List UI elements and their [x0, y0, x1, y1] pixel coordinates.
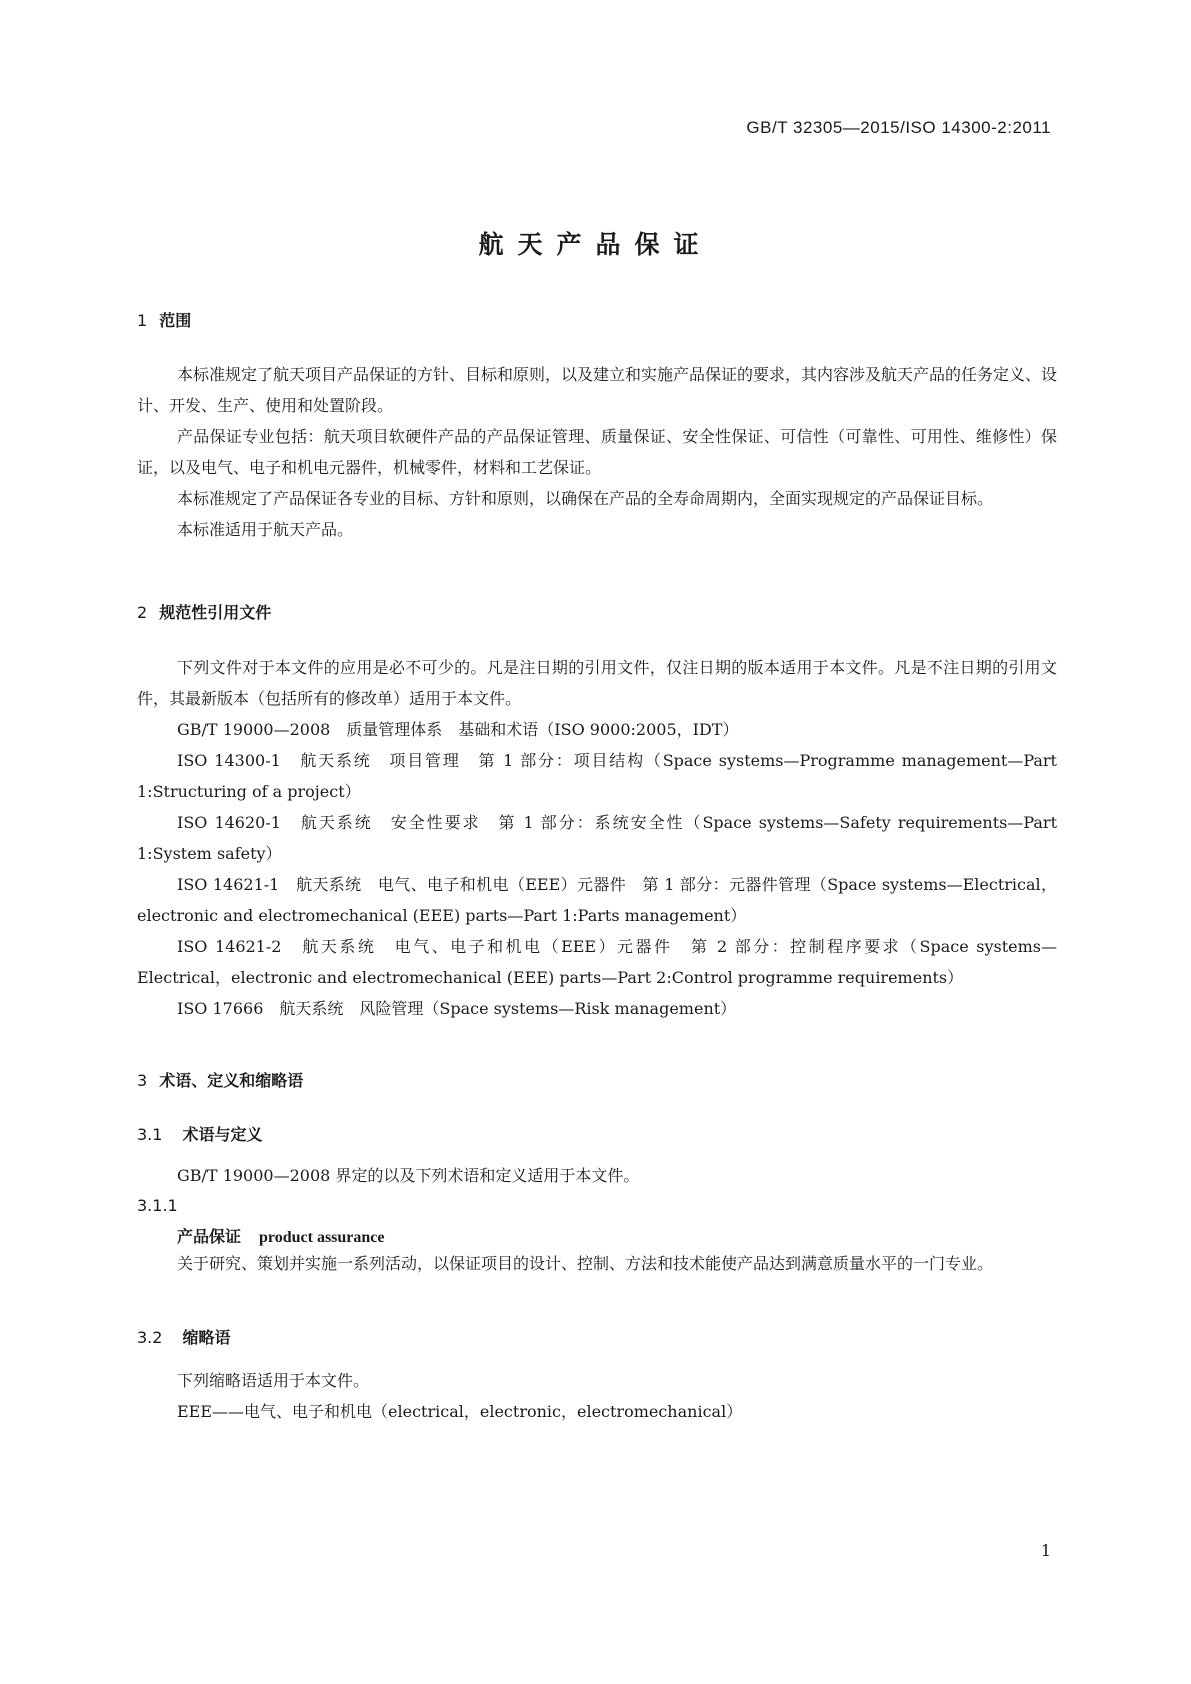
term-entry	[177, 1224, 385, 1247]
section-number: 3	[137, 1071, 148, 1090]
section-number: 3.1	[137, 1125, 163, 1144]
section-3-2-heading	[137, 1325, 230, 1348]
reference-item: ISO 14620-1 航天系统 安全性要求 第 1 部分：系统安全性（Space systems—Safety requirements—Part 1:System safety）	[137, 813, 1057, 863]
term-chinese: 产品保证	[177, 1227, 242, 1246]
reference-item: ISO 14621-1 航天系统 电气、电子和机电（EEE）元器件 第 1 部分：元器件管理（Space systems—Electrical，electronic and electromechanical (EEE) parts—Part 1:Parts management）	[137, 875, 1057, 925]
section-3-1-heading	[137, 1122, 262, 1145]
paragraph: 本标准适用于航天产品。	[177, 520, 354, 539]
reference-item: GB/T 19000—2008 质量管理体系 基础和术语（ISO 9000:2005，IDT）	[177, 720, 739, 739]
section-title: 缩略语	[182, 1328, 231, 1347]
paragraph: 产品保证专业包括：航天项目软硬件产品的产品保证管理、质量保证、安全性保证、可信性（可靠性、可用性、维修性）保证，以及电气、电子和机电元器件，机械零件，材料和工艺保证。	[137, 427, 1057, 477]
section-title: 规范性引用文件	[159, 603, 272, 622]
reference-item: ISO 14300-1 航天系统 项目管理 第 1 部分：项目结构（Space systems—Programme management—Part 1:Structuring of a project）	[137, 751, 1057, 801]
page-number: 1	[1040, 1541, 1051, 1560]
abbreviation-item: EEE——电气、电子和机电（electrical，electronic，electromechanical）	[177, 1402, 743, 1421]
section-number: 1	[137, 311, 148, 330]
paragraph: 本标准规定了产品保证各专业的目标、方针和原则，以确保在产品的全寿命周期内，全面实现规定的产品保证目标。	[177, 489, 994, 508]
section-3-1-intro: GB/T 19000—2008 界定的以及下列术语和定义适用于本文件。	[177, 1166, 640, 1185]
section-number: 2	[137, 603, 148, 622]
section-title: 术语与定义	[182, 1125, 263, 1144]
standard-number: GB/T 32305—2015/ISO 14300-2:2011	[746, 118, 1051, 137]
term-english: product assurance	[259, 1229, 385, 1246]
term-number: 3.1.1	[137, 1196, 178, 1215]
section-title: 术语、定义和缩略语	[159, 1071, 304, 1090]
section-3-heading	[137, 1068, 303, 1091]
section-3-2-intro: 下列缩略语适用于本文件。	[177, 1371, 370, 1390]
section-2-heading	[137, 600, 271, 623]
paragraph: 下列文件对于本文件的应用是必不可少的。凡是注日期的引用文件，仅注日期的版本适用于本文件。凡是不注日期的引用文件，其最新版本（包括所有的修改单）适用于本文件。	[137, 658, 1057, 708]
paragraph: 本标准规定了航天项目产品保证的方针、目标和原则，以及建立和实施产品保证的要求，其内容涉及航天产品的任务定义、设计、开发、生产、使用和处置阶段。	[137, 365, 1058, 415]
paragraph: 关于研究、策划并实施一系列活动，以保证项目的设计、控制、方法和技术能使产品达到满意质量水平的一门专业。	[177, 1254, 994, 1273]
reference-item: ISO 14621-2 航天系统 电气、电子和机电（EEE）元器件 第 2 部分：控制程序要求（Space systems—Electrical，electronic and electromechanical (EEE) parts—Part 2:Control programme requirements）	[137, 937, 1057, 987]
term-definition	[137, 1248, 1057, 1279]
document-title: 航天产品保证	[478, 230, 713, 259]
section-title: 范围	[159, 311, 192, 330]
section-2-body	[137, 652, 1057, 1024]
section-1-body	[137, 359, 1057, 545]
reference-item: ISO 17666 航天系统 风险管理（Space systems—Risk management）	[177, 999, 737, 1018]
section-number: 3.2	[137, 1328, 163, 1347]
section-1-heading	[137, 308, 191, 331]
